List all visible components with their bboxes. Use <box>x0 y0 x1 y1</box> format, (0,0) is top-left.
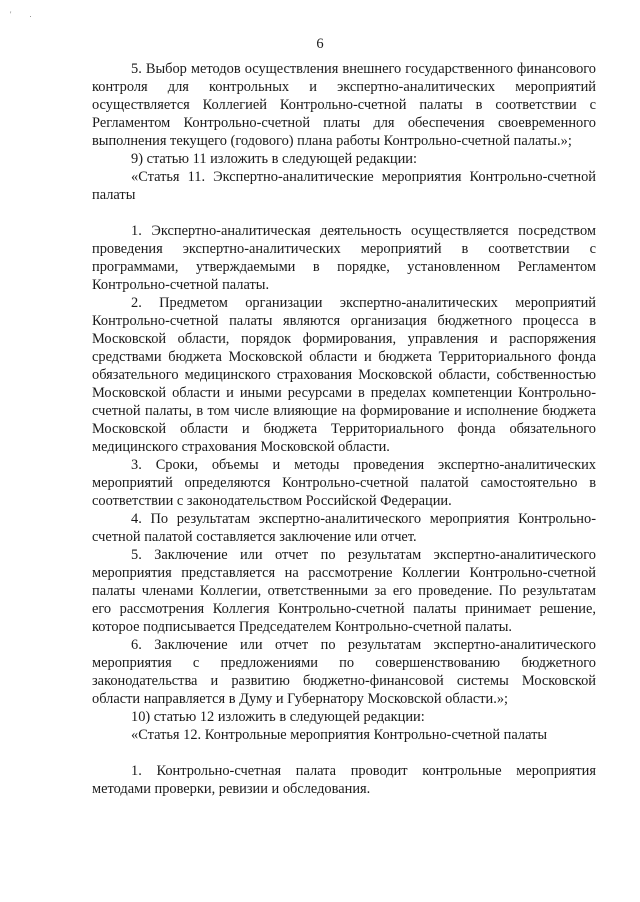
article-11-point-1: 1. Экспертно-аналитическая деятельность осуществляется посредством проведения экспертно-аналитических мероприятий в соответствии с программами, утверждаемыми в порядке, установленном Регламентом Контрольно-счетной палаты. <box>92 223 596 293</box>
article-12-point-1: 1. Контрольно-счетная палата проводит контрольные мероприятия методами проверки, ревизии и обследования. <box>92 763 596 797</box>
article-11-point-6: 6. Заключение или отчет по результатам экспертно-аналитического мероприятия с предложениями по совершенствованию бюджетного законодательства и развитию бюджетно-финансовой системы Московской области направляется в Думу и Губернатору Московской области.»; <box>92 637 596 707</box>
article-11-point-5: 5. Заключение или отчет по результатам экспертно-аналитического мероприятия представляется на рассмотрение Коллегии Контрольно-счетной палаты членами Коллегии, ответственными за его проведение. По результатам его рассмотрения Коллегия Контрольно-счетной палаты принимает решение, которое подписывается Председателем Контрольно-счетной палаты. <box>92 547 596 635</box>
amendment-article-11-intro: 9) статью 11 изложить в следующей редакции: <box>131 151 417 167</box>
paragraph-item-5-method-choice: 5. Выбор методов осуществления внешнего государственного финансового контроля для контрольных и экспертно-аналитических мероприятий осуществляется Коллегией Контрольно-счетной палаты в соответствии с Регламентом Контрольно-счетной платы для обеспечения своевременного выполнения текущего (годового) плана работы Контрольно-счетной палаты.»; <box>92 61 596 149</box>
article-12-heading: «Статья 12. Контрольные мероприятия Контрольно-счетной палаты <box>131 727 548 743</box>
article-11-point-2: 2. Предметом организации экспертно-аналитических мероприятий Контрольно-счетной палаты являются организация бюджетного процесса в Московской области, порядок формирования, управления и распоряжения средствами бюджета Московской области и бюджета Территориального фонда обязательного медицинского страхования Московской области, собственностью Московской области и иными ресурсами в пределах компетенции Контрольно-счетной палаты, в том числе влияющие на формирование и исполнение бюджета Московской области и бюджета Территориального фонда обязательного медицинского страхования Московской области. <box>92 295 596 455</box>
article-11-heading: «Статья 11. Экспертно-аналитические мероприятия Контрольно-счетной палаты <box>92 169 596 203</box>
article-11-point-3: 3. Сроки, объемы и методы проведения экспертно-аналитических мероприятий определяются Контрольно-счетной палатой самостоятельно в соответствии с законодательством Российской Федерации. <box>92 457 596 509</box>
article-11-point-4: 4. По результатам экспертно-аналитического мероприятия Контрольно-счетной палатой составляется заключение или отчет. <box>92 511 596 545</box>
document-body <box>92 60 596 798</box>
page-number: 6 <box>316 36 324 52</box>
scan-marks: ' . <box>10 10 40 19</box>
amendment-article-12-intro: 10) статью 12 изложить в следующей редакции: <box>131 709 425 725</box>
